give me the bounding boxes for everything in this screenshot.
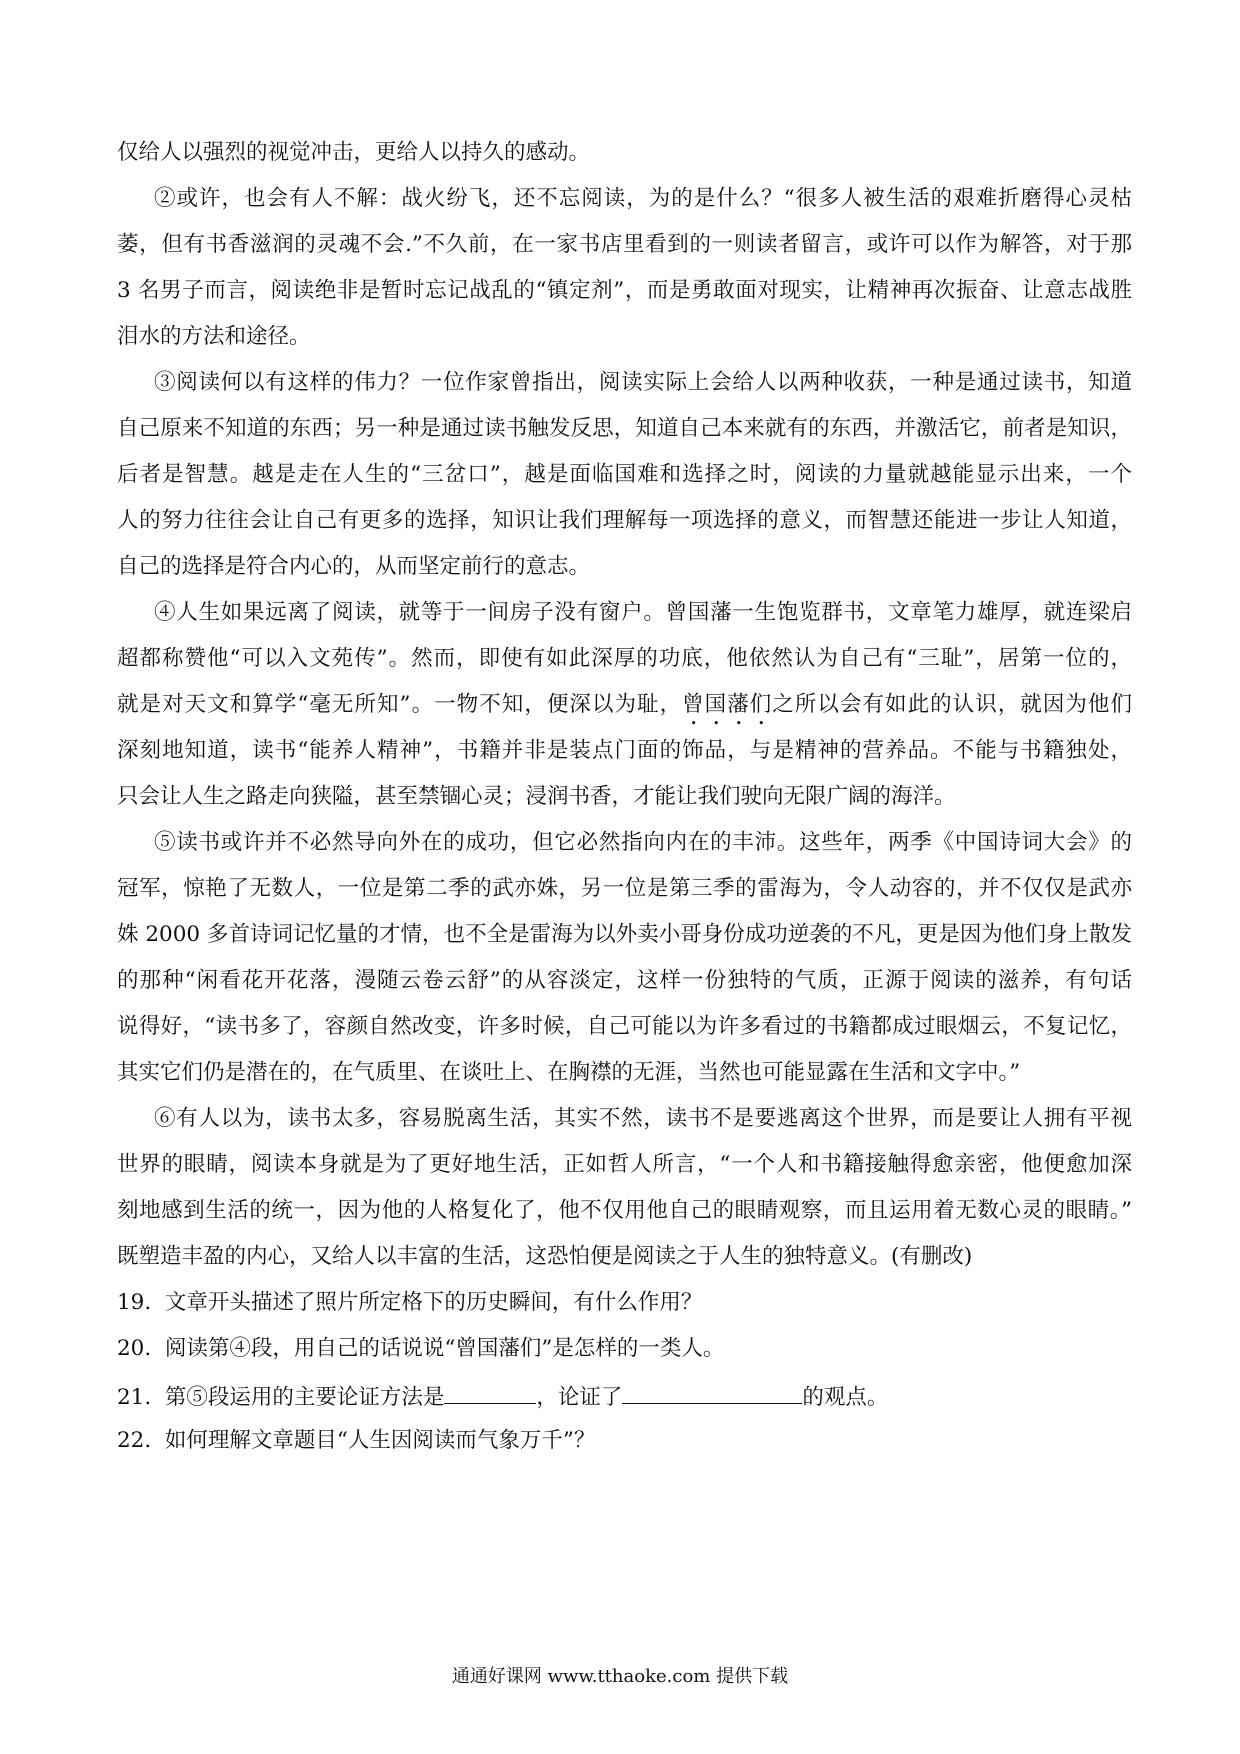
question-21 [117,1381,1132,1412]
answer-blank[interactable] [622,1381,802,1404]
question-text: 第⑤段运用的主要论证方法是 [164,1385,445,1410]
question-text: 阅读第④段，用自己的话说说“曾国藩们”是怎样的一类人。 [164,1336,725,1361]
paragraph-5-line: ⑤读书或许并不必然导向外在的成功，但它必然指向内在的丰沛。这些年，两季《中国诗词大会》的 [154,830,1132,855]
text-line: 的那种“闲看花开花落，漫随云卷云舒”的从容淡定，这样一份独特的气质，正源于阅读的滋养，有句话 [117,968,1132,993]
question-19 [117,1289,1132,1317]
text-line: 后者是智慧。越是走在人生的“三岔口”，越是面临国难和选择之时，阅读的力量就越能显示出来，一个 [117,462,1132,487]
text-line: 世界的眼睛，阅读本身就是为了更好地生活，正如哲人所言，“一个人和书籍接触得愈亲密，他便愈加深 [117,1152,1132,1177]
text-line-with-emphasis [117,691,1132,730]
question-text: 如何理解文章题目“人生因阅读而气象万千”？ [164,1428,596,1453]
text-line: 说得好，“读书多了，容颜自然改变，许多时候，自己可能以为许多看过的书籍都成过眼烟云，不复记忆， [117,1014,1132,1039]
question-20 [117,1335,1132,1363]
text-line: 深刻地知道，读书“能养人精神”，书籍并非是装点门面的饰品，与是精神的营养品。不能与书籍独处， [117,738,1132,763]
text-line: 超都称赞他“可以入文苑传”。然而，即使有如此深厚的功底，他依然认为自己有“三耻”，居第一位的， [117,646,1132,671]
question-number: 20. [117,1336,152,1361]
question-text: ，论证了 [536,1385,623,1410]
emphasis-dotted-text: 曾国藩们 [682,692,773,717]
paragraph-4-line: ④人生如果远离了阅读，就等于一间房子没有窗户。曾国藩一生饱览群书，文章笔力雄厚，就连梁启 [154,600,1132,625]
text-line: 泪水的方法和途径。 [117,324,311,349]
text-line: 自己原来不知道的东西；另一种是通过读书触发反思，知道自己本来就有的东西，并激活它，前者是知识， [117,416,1132,441]
text-line: 自己的选择是符合内心的，从而坚定前行的意志。 [117,554,591,579]
question-22 [117,1427,1132,1455]
text-segment: 之所以会有如此的认识，就因为他们 [772,692,1132,717]
text-line: 刻地感到生活的统一，因为他的人格复化了，他不仅用他自己的眼睛观察，而且运用着无数心灵的眼睛。” [117,1198,1132,1223]
question-text: 文章开头描述了照片所定格下的历史瞬间，有什么作用？ [164,1290,703,1315]
text-line: 仅给人以强烈的视觉冲击，更给人以持久的感动。 [117,140,591,165]
text-segment: 就是对天文和算学“毫无所知”。一物不知，便深以为耻， [117,692,683,717]
text-line: 冠军，惊艳了无数人，一位是第二季的武亦姝，另一位是第三季的雷海为，令人动容的，并不仅仅是武亦 [117,876,1132,901]
text-line: 人的努力往往会让自己有更多的选择，知识让我们理解每一项选择的意义，而智慧还能进一步让人知道， [117,508,1132,533]
paragraph-6-line: ⑥有人以为，读书太多，容易脱离生活，其实不然，读书不是要逃离这个世界，而是要让人拥有平视 [154,1106,1132,1131]
text-line: 姝 2000 多首诗词记忆量的才情，也不全是雷海为以外卖小哥身份成功逆袭的不凡，更是因为他们身上散发 [117,922,1132,947]
text-line: 其实它们仍是潜在的，在气质里、在谈吐上、在胸襟的无涯，当然也可能显露在生活和文字中。” [117,1060,1021,1085]
text-line: 萎，但有书香滋润的灵魂不会.”不久前，在一家书店里看到的一则读者留言，或许可以作为解答，对于那 [117,232,1132,257]
footer-source: 通通好课网 www.tthaoke.com 提供下载 [451,1666,789,1687]
question-number: 22. [117,1428,152,1453]
question-text: 的观点。 [802,1385,889,1410]
text-line: 只会让人生之路走向狭隘，甚至禁锢心灵；浸润书香，才能让我们驶向无限广阔的海洋。 [117,784,956,809]
question-number: 21. [117,1385,152,1410]
answer-blank[interactable] [444,1381,536,1404]
paragraph-2-line: ②或许，也会有人不解：战火纷飞，还不忘阅读，为的是什么？“很多人被生活的艰难折磨得心灵枯 [154,186,1132,211]
paragraph-3-line: ③阅读何以有这样的伟力？一位作家曾指出，阅读实际上会给人以两种收获，一种是通过读书，知道 [154,370,1132,395]
question-number: 19. [117,1290,152,1315]
text-line: 3 名男子而言，阅读绝非是暂时忘记战乱的“镇定剂”，而是勇敢面对现实，让精神再次振奋、让意志战胜 [117,278,1132,303]
text-line: 既塑造丰盈的内心，又给人以丰富的生活，这恐怕便是阅读之于人生的独特意义。(有删改) [117,1244,973,1269]
